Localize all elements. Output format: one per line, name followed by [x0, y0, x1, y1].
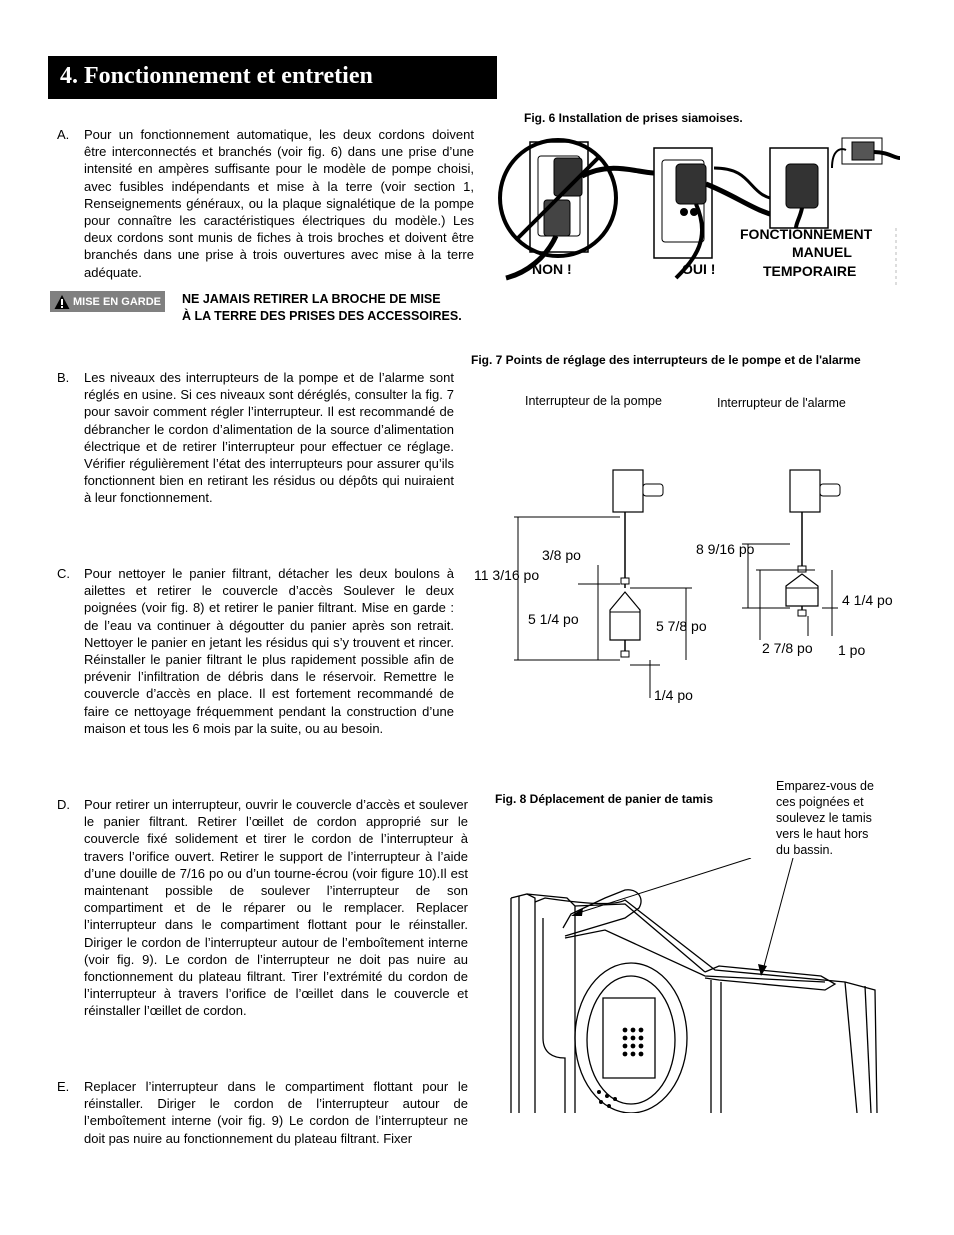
fig8-perforations — [597, 1028, 643, 1108]
paragraph-letter-e: E. — [57, 1079, 70, 1094]
paragraph-d: Pour retirer un interrupteur, ouvrir le couvercle d’accès et soulever le panier filtrant. Retirer l’œillet de cordon approprié sur le couvercle fixé solidement et tirer le cordon de l’interrupteur à travers l’orifice ouvert. Retirer le support de l’interrupteur à l’aide d’une douille de 7/16 po ou d’un tourne-écrou (voir figure 10).Il est maintenant possible de soulever l’interrupteur de son compartiment et de le réparer ou le remplacer. Replacer l’interrupteur dans le compartiment flottant pour le réinstaller. Diriger le cordon de l’interrupteur autour de l’emboîtement interne (voir fig. 9). Le cordon de l’interrupteur ne doit pas nuire au fonctionnement du plateau filtrant. Tirer l’extrémité du cordon de l’interrupteur à travers l’orifice de l’œillet dans le couvercle et réinstaller l’œillet de cordon. — [84, 797, 468, 1019]
fig7-dim-d9: 1 po — [838, 642, 866, 658]
paragraph-e: Replacer l’interrupteur dans le compartiment flottant pour le réinstaller. Diriger le cordon de l’interrupteur autour de l’emboîtement interne (voir fig. 9) Le cordon de l’interrupteur ne doit pas nuire au fonctionnement du plateau filtrant. Fixer — [84, 1079, 468, 1146]
fig7-dim-d1: 3/8 po — [542, 547, 581, 563]
fig6-illustration — [496, 128, 900, 290]
warning-text — [182, 291, 502, 325]
fig7-dim-d3: 5 1/4 po — [528, 611, 579, 627]
paragraph-letter-b: B. — [57, 370, 70, 385]
fig8-illustration — [505, 858, 890, 1113]
fig7-pump-label: Interrupteur de la pompe — [525, 394, 662, 408]
warning-line-1: NE JAMAIS RETIRER LA BROCHE DE MISE — [182, 292, 441, 306]
section-title-bar — [48, 56, 497, 99]
fig8-callout-line5: du bassin. — [776, 843, 833, 857]
fig7-caption: Fig. 7 Points de réglage des interrupteurs de le pompe et de l'alarme — [471, 353, 861, 367]
fig8-callout-line2: ces poignées et — [776, 795, 864, 809]
fig7-alarm-label: Interrupteur de l'alarme — [717, 396, 846, 410]
fig8-callout — [776, 778, 906, 858]
fig7-illustration — [470, 460, 910, 710]
paragraph-letter-d: D. — [57, 797, 70, 812]
fig7-dim-d4: 5 7/8 po — [656, 618, 707, 634]
fig8-callout-line1: Emparez-vous de — [776, 779, 874, 793]
fig6-no-example — [500, 140, 666, 278]
warning-badge — [50, 291, 165, 312]
fig8-callout-line4: vers le haut hors — [776, 827, 869, 841]
warning-badge-label: MISE EN GARDE — [73, 295, 162, 308]
paragraph-c: Pour nettoyer le panier filtrant, détacher les deux boulons à ailettes et retirer le couvercle d’accès Soulever le deux poignées (voir fig. 8) et retirer le panier filtrant. Mise en garde : de l’eau va continuer à dégoutter du panier après son retrait. Nettoyer le panier en jetant les résidus qui s’y trouvent et rincer. Réinstaller le panier filtrant le plus rapidement possible afin de prévenir l’infiltration de débris dans le réservoir. Remettre le couvercle d’accès en place. Il est fortement recommandé de faire ce nettoyage fréquemment pendant la construction d’une maison et tous les 6 mois par la suite, ou au besoin. — [84, 566, 454, 736]
warning-line-2: À LA TERRE DES PRISES DES ACCESSOIRES. — [182, 309, 462, 323]
paragraph-a: Pour un fonctionnement automatique, les deux cordons doivent être interconnectés et branchés (voir fig. 6) dans une prise d’une intensité en ampères suffisante pour le modèle de pompe choisi, avec fusibles indépendants et mise à la terre (voir section 1, Renseignements généraux, ou la plaque signalétique de la pompe pour connaître les caractéristiques électriques du modèle.) Les deux cordons sont munis de fiches à trois broches et doivent être branchés dans une prise à trois ouvertures avec mise à la terre adéquate. — [84, 127, 474, 280]
paragraph-letter-a: A. — [57, 127, 70, 142]
fig7-dim-d7: 4 1/4 po — [842, 592, 893, 608]
fig7-dim-d8: 2 7/8 po — [762, 640, 813, 656]
fig7-dim-d2: 11 3/16 po — [474, 567, 540, 583]
fig6-manual-line3: TEMPORAIRE — [763, 263, 857, 279]
paragraph-letter-c: C. — [57, 566, 70, 581]
fig6-manual-line1: FONCTIONNEMENT — [740, 226, 873, 242]
paragraph-b: Les niveaux des interrupteurs de la pompe et de l’alarme sont réglés en usine. Si ces niveaux sont déréglés, consulter la fig. 7 pour savoir comment régler l’interrupteur. Il est recommandé de débrancher le cordon d’alimentation de la source d’alimentation électrique et de retirer l’interrupteur pour effectuer ce réglage. Vérifier régulièrement l’état des interrupteurs pour assurer qu’ils fonctionnent bien en retirant les résidus ou dépôts qui nuiraient à leur fonctionnement. — [84, 370, 454, 506]
fig6-yes-label: OUI ! — [682, 261, 716, 277]
fig6-caption: Fig. 6 Installation de prises siamoises. — [524, 111, 743, 125]
fig6-manual-line2: MANUEL — [792, 244, 852, 260]
fig7-dim-d5: 1/4 po — [654, 687, 693, 703]
section-title: 4. Fonctionnement et entretien — [60, 63, 373, 89]
fig7-dim-d6: 8 9/16 po — [696, 541, 755, 557]
fig6-no-label: NON ! — [532, 261, 572, 277]
fig8-caption: Fig. 8 Déplacement de panier de tamis — [495, 792, 714, 806]
fig6-yes-example — [654, 148, 786, 278]
warning-triangle-icon — [54, 294, 70, 310]
fig8-callout-line3: soulevez le tamis — [776, 811, 872, 825]
